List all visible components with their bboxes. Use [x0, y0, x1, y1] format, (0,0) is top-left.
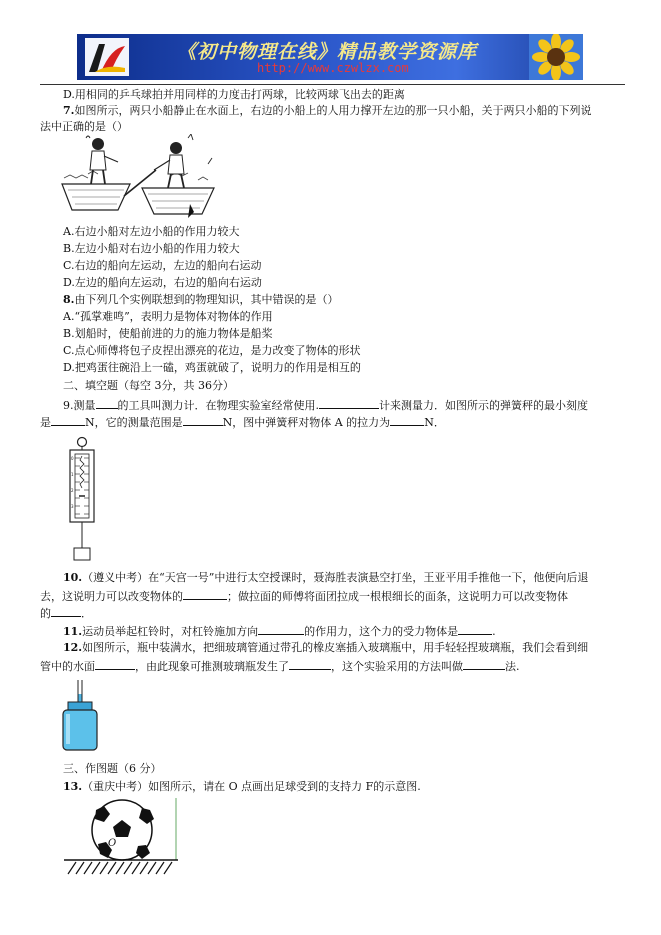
point-o-label: O — [108, 838, 117, 849]
header-rule — [40, 84, 625, 85]
q7-option-c: C.右边的船向左运动，左边的船向右运动 — [63, 259, 262, 272]
q10-line3 — [40, 605, 92, 621]
q12-blank-3[interactable] — [463, 658, 505, 670]
svg-text:0: 0 — [71, 456, 74, 461]
q9-text-1: 9.测量 — [63, 399, 96, 412]
q12-text-1: 如图所示，瓶中装满水，把细玻璃管通过带孔的橡皮塞插入玻璃瓶中，用手轻轻捏玻璃瓶，我们会看到细 — [82, 641, 589, 654]
svg-text:2: 2 — [71, 488, 74, 493]
q9-text-5: N，它的测量范围是 — [85, 416, 183, 429]
q9-line2 — [40, 414, 445, 430]
q9-text-6: N，图中弹簧秤对物体 A 的拉力为 — [222, 416, 391, 429]
q8-stem — [63, 293, 338, 307]
site-logo-icon — [85, 38, 129, 76]
q10-text-1: 在“天宫一号”中进行太空授课时，聂海胜表演悬空打坐，王亚平用手推他一下，他便向后退 — [148, 571, 589, 584]
q10-text-2a: 去，这说明力可以改变物体的 — [40, 590, 183, 603]
q6-option-d: D.用相同的乒乓球拍并用同样的力度击打两球，比较两球飞出去的距离 — [63, 88, 405, 101]
q9-blank-3[interactable] — [51, 414, 85, 426]
water-bottle-figure — [60, 680, 100, 752]
q9-text-3: 计来测量力．如图所示的弹簧秤的最小刻度 — [379, 399, 588, 412]
q11-number: 11. — [63, 625, 83, 638]
q11-line — [63, 623, 496, 639]
q7-number: 7. — [63, 104, 75, 117]
section2-heading: 二、填空题（每空 3分，共 36分） — [63, 379, 234, 392]
q10-line1 — [63, 571, 588, 585]
q12-text-2a: 管中的水面 — [40, 660, 95, 673]
q10-text-3a: 的 — [40, 607, 51, 620]
q9-text-7: N． — [424, 416, 445, 429]
q8-number: 8. — [63, 293, 75, 306]
q9-dot: . — [315, 399, 319, 412]
q7-stem-line2: 法中正确的是（） — [40, 120, 128, 133]
q10-text-3b: ． — [81, 607, 92, 620]
q11-text-2: 的作用力，这个力的受力物体是 — [304, 625, 459, 638]
q10-line2 — [40, 588, 568, 604]
q12-line1 — [63, 641, 588, 655]
q12-line2 — [40, 658, 520, 674]
q13-text: 如图所示，请在 O 点画出足球受到的支持力 F的示意图. — [148, 780, 421, 793]
q11-blank-2[interactable] — [458, 623, 492, 635]
q10-blank-2[interactable] — [51, 605, 81, 617]
q10-blank-1[interactable] — [183, 588, 227, 600]
q9-blank-5[interactable] — [390, 414, 424, 426]
q12-blank-2[interactable] — [289, 658, 331, 670]
banner-title: 《初中物理在线》精品教学资源库 — [177, 41, 478, 63]
q12-text-2b: ，由此现象可推测玻璃瓶发生了 — [135, 660, 289, 673]
q9-text-2: 的工具叫测力计．在物理实验室经常使用 — [117, 399, 316, 412]
q10-text-2b: ；做拉面的师傅将面团拉成一根根细长的面条，这说明力可以改变物体 — [227, 590, 568, 603]
q7-option-a: A.右边小船对左边小船的作用力较大 — [63, 225, 240, 238]
two-boats-figure — [58, 134, 218, 220]
q7-option-d: D.左边的船向左运动，右边的船向右运动 — [63, 276, 262, 289]
q11-text-3: . — [492, 625, 496, 638]
q12-text-2d: 法. — [505, 660, 520, 673]
section3-heading: 三、作图题（6 分） — [63, 762, 162, 775]
q8-option-c: C.点心师傅将包子皮捏出漂亮的花边，是力改变了物体的形状 — [63, 344, 361, 357]
svg-text:3: 3 — [71, 504, 74, 509]
q12-text-2c: ，这个实验采用的方法叫做 — [331, 660, 463, 673]
q8-option-b: B.划船时，使船前进的力的施力物体是船桨 — [63, 327, 273, 340]
svg-text:1: 1 — [71, 472, 74, 477]
q7-stem-line1: 如图所示，两只小船静止在水面上，右边的小船上的人用力撑开左边的那一只小船，关于两只小船的下列说 — [74, 104, 592, 117]
q11-blank-1[interactable] — [258, 623, 304, 635]
q7-stem — [63, 104, 591, 118]
q8-option-a: A.“孤掌难鸣”，表明力是物体对物体的作用 — [63, 310, 273, 323]
q10-number: 10. — [63, 571, 83, 584]
q8-stem-text: 由下列几个实例联想到的物理知识，其中错误的是（） — [74, 293, 339, 306]
q8-option-d: D.把鸡蛋往碗沿上一磕，鸡蛋就破了，说明力的作用是相互的 — [63, 361, 361, 374]
q13-line — [63, 780, 421, 794]
football-figure — [62, 796, 182, 878]
q9-blank-2[interactable] — [319, 397, 379, 409]
header-banner — [77, 34, 583, 80]
q12-blank-1[interactable] — [95, 658, 135, 670]
q12-number: 12. — [63, 641, 83, 654]
q13-source: （重庆中考） — [82, 780, 149, 793]
q9-text-4: 是 — [40, 416, 51, 429]
q11-text-1: 运动员举起杠铃时，对杠铃施加方向 — [82, 625, 259, 638]
banner-url[interactable]: http://www.czwlzx.com — [257, 61, 409, 75]
sunflower-icon — [529, 34, 583, 80]
q10-source: （遵义中考） — [82, 571, 149, 584]
q9-blank-1[interactable] — [96, 397, 118, 409]
spring-scale-figure — [62, 436, 102, 566]
q9-line1 — [63, 397, 588, 413]
q13-number: 13. — [63, 780, 83, 793]
q9-blank-4[interactable] — [183, 414, 223, 426]
q7-option-b: B.左边小船对右边小船的作用力较大 — [63, 242, 240, 255]
